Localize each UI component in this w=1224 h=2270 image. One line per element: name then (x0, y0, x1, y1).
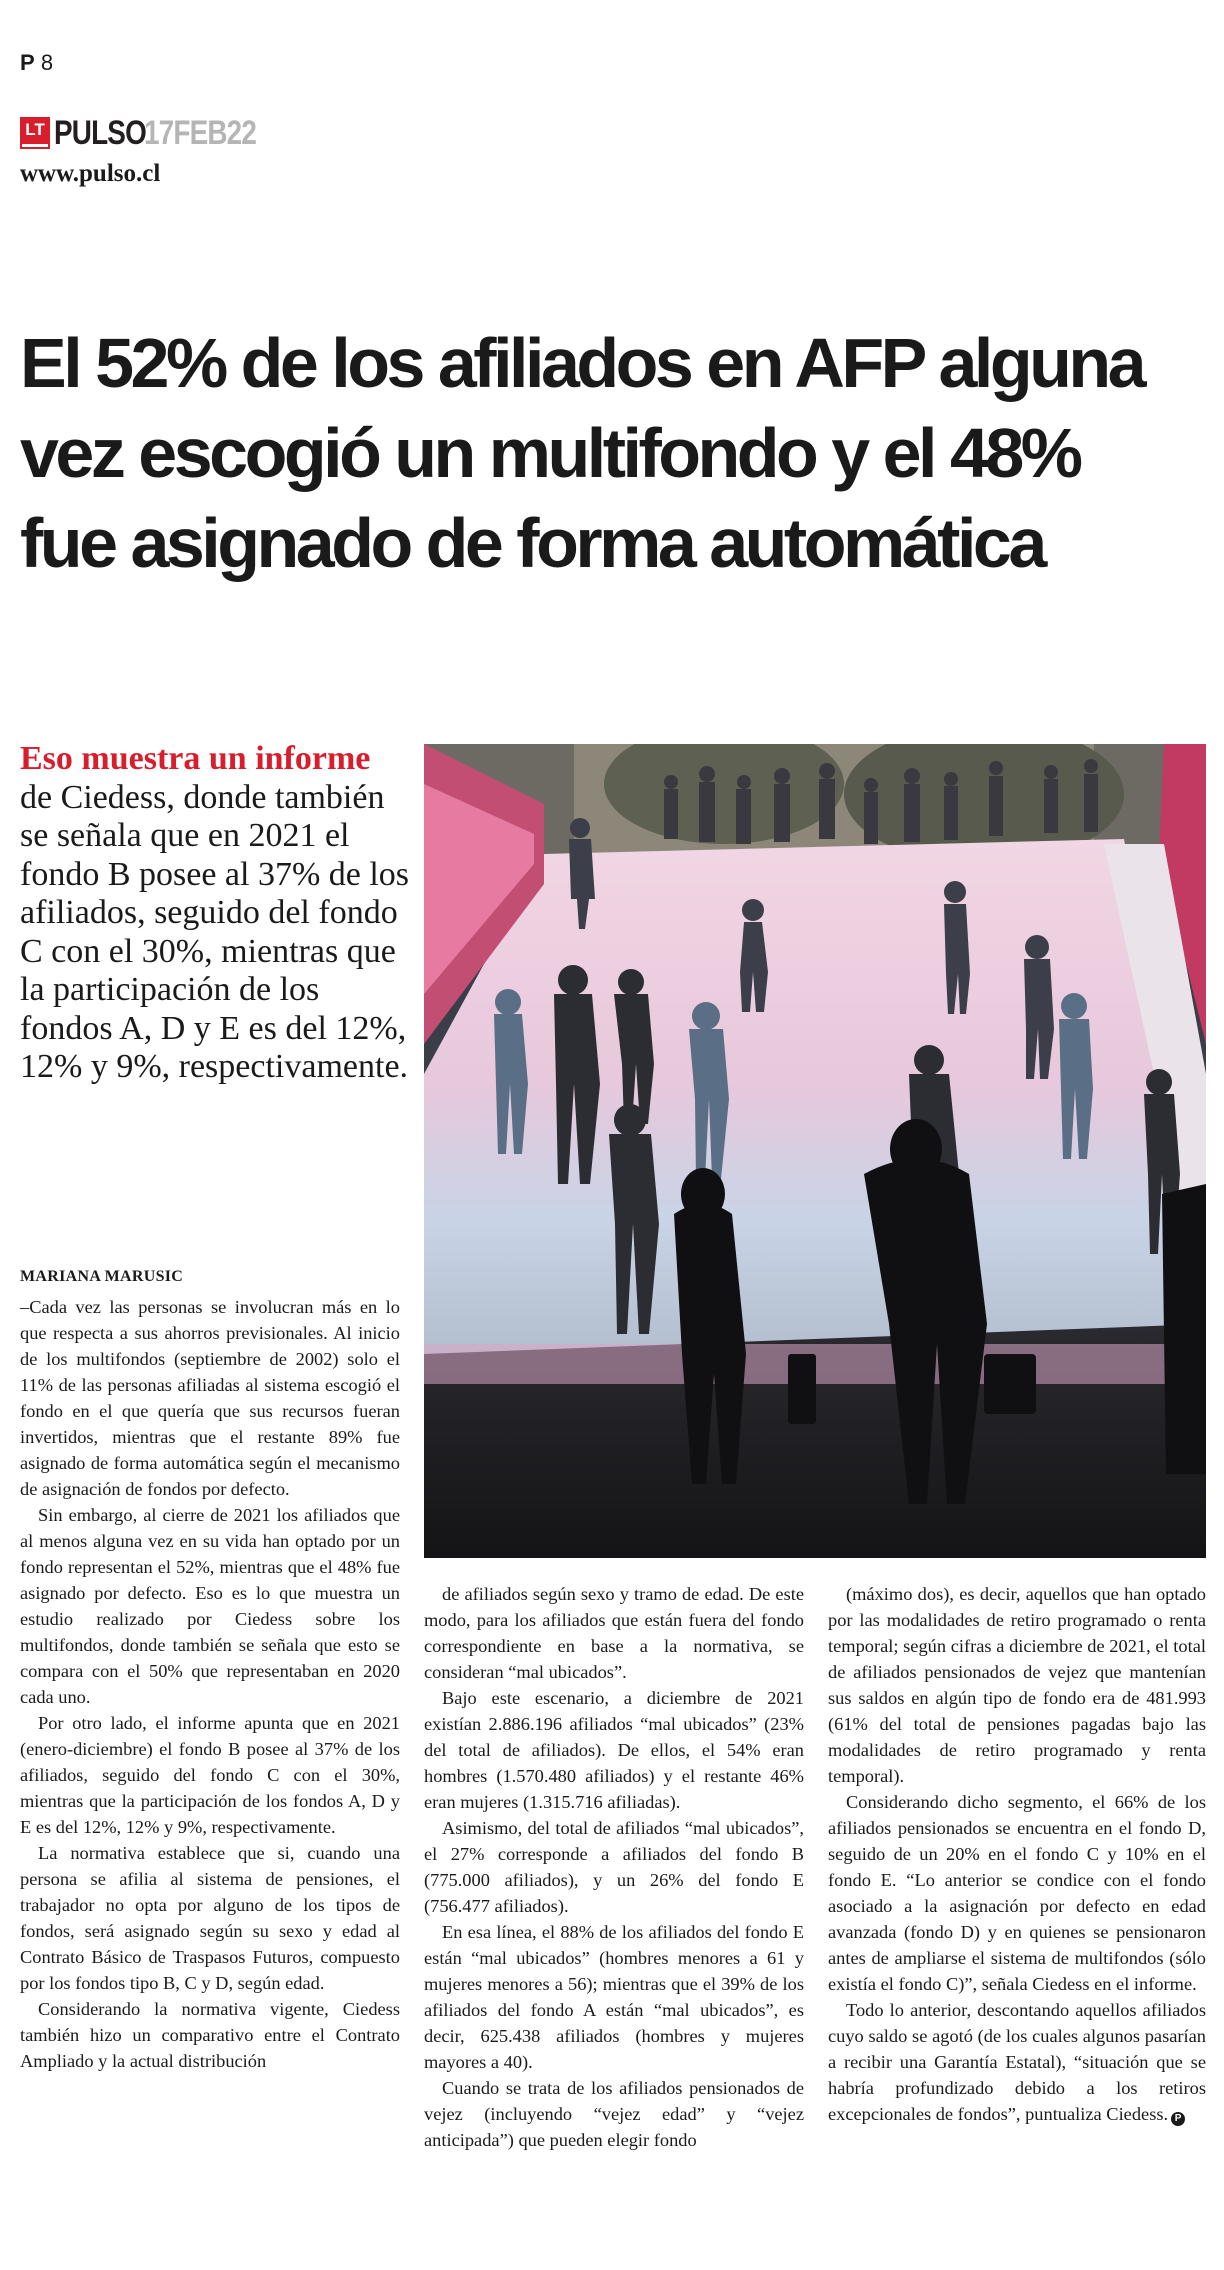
page-number (20, 50, 53, 76)
body-column-2 (424, 1581, 804, 2153)
body-paragraph: Asimismo, del total de afiliados “mal ubicados”, el 27% corresponde a afiliados del fondo B (775.000 afiliados), y un 26% del fondo E (756.477 afiliados). (424, 1818, 804, 1916)
body-paragraph: Bajo este escenario, a diciembre de 2021 existían 2.886.196 afiliados “mal ubicados” (23% del total de afiliados). De ellos, el 54% eran hombres (1.570.480 afiliados) y el restante 46% eran mujeres (1.315.716 afiliadas). (424, 1688, 804, 1812)
lead-text: de Ciedess, donde también se señala que en 2021 el fondo B posee al 37% de los afiliados, seguido del fondo C con el 30%, mientras que la participación de los fondos A, D y E es del 12%, 12% y 9%, respectivamente. (20, 778, 410, 1085)
body-paragraph: Sin embargo, al cierre de 2021 los afiliados que al menos alguna vez en su vida han optado por un fondo representan el 52%, mientras que el 48% fue asignado por defecto. Eso es lo que muestra un estudio realizado por Ciedess sobre los multifondos, donde también se señala que esto se compara con el 50% que representaban en 2020 cada uno. (20, 1505, 400, 1707)
website-url[interactable]: www.pulso.cl (20, 160, 161, 187)
lead-highlight: Eso muestra un informe (20, 740, 371, 777)
page-number-value: 8 (40, 50, 54, 75)
brand-name: PULSO (54, 113, 146, 152)
article-headline (20, 318, 1210, 588)
body-column-1 (20, 1294, 400, 2074)
body-paragraph: Todo lo anterior, descontando aquellos afiliados cuyo saldo se agotó (de los cuales algunos pasarían a recibir una Garantía Estatal), “situación que se habría profundizado debido a los retiros excepcionales de fondos”, puntualiza Ciedess. P (828, 2000, 1206, 2124)
body-paragraph: Por otro lado, el informe apunta que en 2021 (enero-diciembre) el fondo B posee al 37% de los afiliados, seguido del fondo C con el 30%, mientras que la participación de los fondos A, D y E es del 12%, 12% y 9%, respectivamente. (20, 1713, 400, 1837)
body-paragraph: de afiliados según sexo y tramo de edad. De este modo, para los afiliados que están fuera del fondo correspondiente en base a la normativa, se consideran “mal ubicados”. (424, 1584, 804, 1682)
body-column-3 (828, 1581, 1206, 2127)
body-paragraph: –Cada vez las personas se involucran más en lo que respecta a sus ahorros previsionales. Al inicio de los multifondos (septiembre de 2002) solo el 11% de las personas afiliadas al sistema escogió el fondo en el que quería que sus recursos fueran invertidos, mientras que el restante 89% fue asignado de forma automática según el mecanismo de asignación de fondos por defecto. (20, 1297, 400, 1499)
body-paragraph: (máximo dos), es decir, aquellos que han optado por las modalidades de retiro programado o renta temporal; según cifras a diciembre de 2021, el total de afiliados pensionados de vejez que mantenían sus saldos en algún tipo de fondo era de 481.993 (61% del total de pensiones pagadas bajo las modalidades de retiro programado y renta temporal). (828, 1584, 1206, 1786)
article-photo (424, 744, 1206, 1558)
end-mark-icon: P (1171, 2112, 1185, 2126)
headline-line: fue asignado de forma automática (20, 504, 1044, 582)
body-paragraph: En esa línea, el 88% de los afiliados del fondo E están “mal ubicados” (hombres menores a 61 y mujeres menores a 56); mientras que el 39% de los afiliados del fondo A están “mal ubicados”, es decir, 625.438 afiliados (hombres y mujeres mayores a 40). (424, 1922, 804, 2072)
headline-line: vez escogió un multifondo y el 48% (20, 414, 1080, 492)
crowd-walking-photo-icon (424, 744, 1206, 1558)
article-lead (20, 740, 410, 1087)
article-byline: MARIANA MARUSIC (20, 1268, 184, 1285)
headline-line: El 52% de los afiliados en AFP alguna (20, 324, 1144, 402)
page-prefix: P (20, 50, 35, 75)
issue-date: 17FEB22 (144, 113, 257, 152)
body-paragraph: La normativa establece que si, cuando una persona se afilia al sistema de pensiones, el trabajador no opta por alguno de los tipos de fondos, será asignado según su sexo y edad al Contrato Básico de Traspasos Futuros, compuesto por los fondos tipo B, C y D, según edad. (20, 1843, 400, 1993)
body-paragraph: Cuando se trata de los afiliados pensionados de vejez (incluyendo “vejez edad” y “vejez anticipada”) que pueden elegir fondo (424, 2078, 804, 2150)
masthead (20, 114, 281, 152)
body-paragraph: Considerando dicho segmento, el 66% de los afiliados pensionados se encuentra en el fondo D, seguido de un 20% en el fondo C y 10% en el fondo E. “Lo anterior se condice con el fondo asociado a la asignación por defecto en edad avanzada (fondo D) y en quienes se pensionaron antes de ampliarse el sistema de multifondos (sólo existía el fondo C)”, señala Ciedess en el informe. (828, 1792, 1206, 1994)
lt-logo-text: LT (25, 120, 45, 139)
body-paragraph: Considerando la normativa vigente, Ciedess también hizo un comparativo entre el Contrato Ampliado y la actual distribución (20, 1999, 400, 2071)
lt-logo-icon (20, 117, 50, 149)
